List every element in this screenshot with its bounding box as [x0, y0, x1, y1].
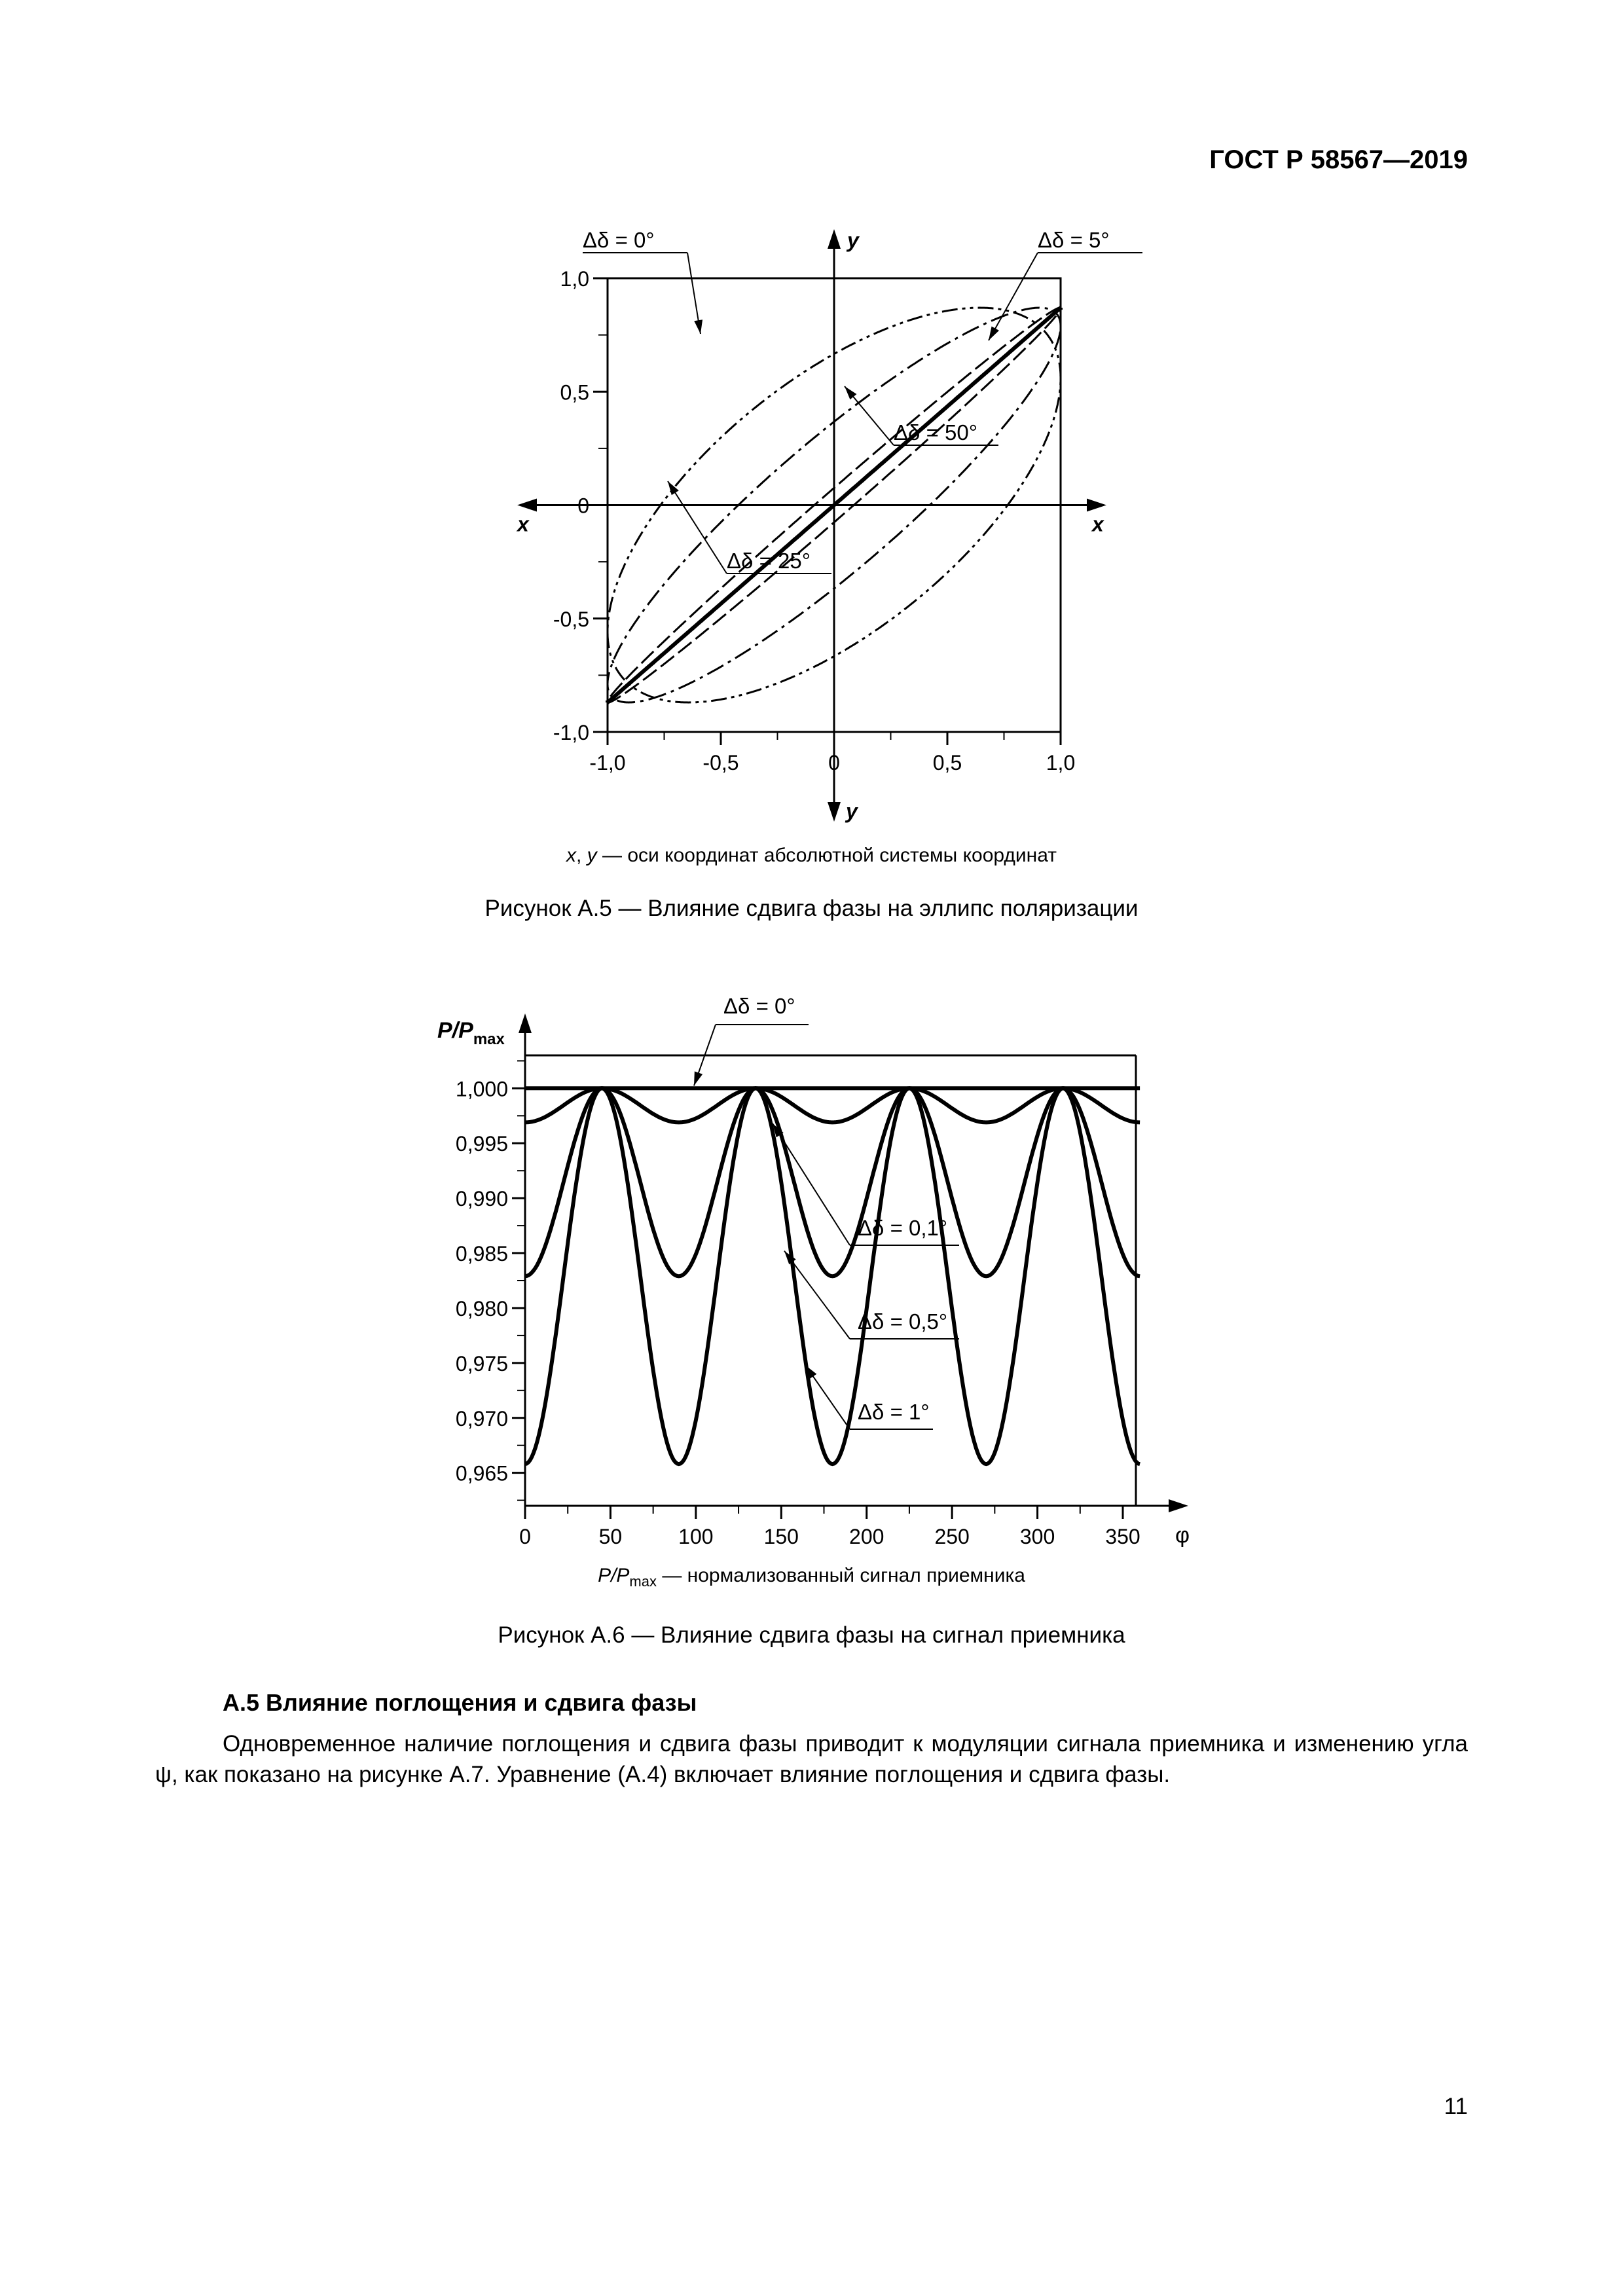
x-axis-label-right: x — [1092, 512, 1104, 536]
y-tick-label: 0 — [577, 494, 589, 518]
ellipse-annotation-label: Δδ = 5° — [1038, 228, 1110, 252]
x-tick-label: 150 — [763, 1525, 799, 1548]
x-tick-label: -0,5 — [702, 751, 739, 774]
x-tick-label: 0 — [828, 751, 840, 774]
annotation-leader — [784, 1251, 850, 1339]
y-tick-label: 0,970 — [455, 1406, 508, 1430]
x-tick-label: 0,5 — [932, 751, 962, 774]
x-tick-label: 200 — [849, 1525, 884, 1548]
figure-a5-caption: Рисунок А.5 — Влияние сдвига фазы на эллипс поляризации — [484, 896, 1139, 921]
document-code: ГОСТ Р 58567—2019 — [1209, 145, 1468, 174]
figure-a6-caption: Рисунок А.6 — Влияние сдвига фазы на сигнал приемника — [498, 1622, 1125, 1648]
y-tick-label: 0,975 — [455, 1351, 508, 1376]
x-tick-label: 1,0 — [1046, 751, 1076, 774]
signal-annotation-label: Δδ = 0° — [723, 994, 795, 1018]
phi-axis-arrow — [1169, 1499, 1188, 1512]
y-tick-label: 0,985 — [455, 1242, 508, 1266]
x-tick-label: 350 — [1105, 1525, 1140, 1548]
signal-annotation-label: Δδ = 1° — [858, 1400, 930, 1424]
y-tick-label: 0,965 — [455, 1461, 508, 1485]
y-tick-label: 0,5 — [560, 380, 589, 405]
ellipse-annotation-label: Δδ = 25° — [727, 549, 811, 573]
y-axis-label-bottom: y — [846, 799, 858, 823]
y-tick-label: -0,5 — [553, 607, 589, 631]
figure-a5-legend: x, y — оси координат абсолютной системы координат — [566, 845, 1057, 866]
y-tick-label: 1,000 — [455, 1077, 508, 1101]
x-tick-label: 250 — [934, 1525, 970, 1548]
figure-a6-curves — [525, 1088, 1140, 1464]
y-axis-label-top: y — [847, 228, 859, 252]
ellipse-annotation-label: Δδ = 50° — [894, 420, 977, 445]
y-tick-label: 1,0 — [560, 267, 589, 291]
y-tick-label: -1,0 — [553, 721, 589, 744]
x-tick-label: 300 — [1019, 1525, 1055, 1548]
annotation-leader — [773, 1123, 850, 1245]
phi-axis-label: φ — [1175, 1523, 1190, 1548]
y-tick-label: 0,990 — [455, 1187, 508, 1211]
y-tick-label: 0,995 — [455, 1132, 508, 1156]
y-tick-label: 0,980 — [455, 1296, 508, 1321]
page-number: 11 — [1444, 2094, 1468, 2119]
signal-annotation-label: Δδ = 0,1° — [858, 1216, 948, 1240]
x-tick-label: 100 — [678, 1525, 714, 1548]
x-tick-label: 0 — [519, 1525, 531, 1548]
section-paragraph: Одновременное наличие поглощения и сдвига фазы приводит к модуляции сигнала приемника и изменению угла ψ, как показано на рисунке А.7. Уравнение (А.4) включает влияние поглощения и сдвига фазы. — [155, 1731, 1468, 1787]
ellipse-annotation-label: Δδ = 0° — [583, 228, 655, 252]
figure-a6-axes — [437, 1013, 1190, 1548]
signal-annotation-label: Δδ = 0,5° — [858, 1309, 948, 1334]
figure-a6-annotations — [694, 994, 959, 1429]
p-axis-label: $P/P_{max}$ — [437, 1018, 505, 1048]
annotation-arrowhead — [694, 1071, 702, 1085]
section-heading: А.5 Влияние поглощения и сдвига фазы — [223, 1689, 697, 1716]
x-axis-label-left: x — [517, 512, 529, 536]
x-tick-label: -1,0 — [589, 751, 626, 774]
p-axis-arrow — [519, 1013, 532, 1033]
figure-a6-legend: $P/P_{max}$ — нормализованный сигнал приемника — [598, 1565, 1025, 1590]
x-tick-label: 50 — [598, 1525, 623, 1548]
